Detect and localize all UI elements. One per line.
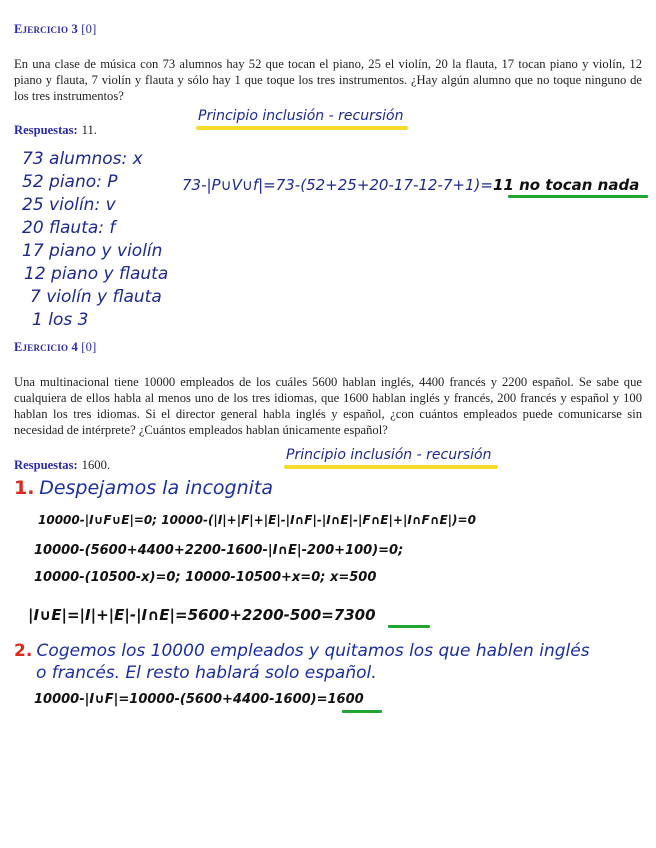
equation-4-text: |I∪E|=|I|+|E|-|I∩E|=5600+2200-500= — [28, 606, 334, 624]
result-underline — [342, 710, 382, 713]
step-1-heading — [14, 477, 273, 500]
step-2-line-1: Cogemos los 10000 empleados y quitamos los que hablen inglés — [36, 641, 590, 661]
exercise-3-note: Principio inclusión - recursión — [198, 108, 404, 124]
data-line: 20 flauta: f — [22, 218, 116, 238]
formula-text: 73-|P∪V∪f|=73-(52+25+20-17-12-7+1)= — [182, 176, 493, 194]
answer-value: 11. — [81, 123, 97, 137]
exercise-4-note: Principio inclusión - recursión — [286, 447, 492, 463]
result-underline — [508, 195, 648, 198]
exercise-3-title — [14, 22, 96, 37]
exercise-4-count: [0] — [81, 340, 97, 354]
step-1-number: 1. — [14, 477, 35, 499]
exercise-3-statement: En una clase de música con 73 alumnos hay 52 que tocan el piano, 25 el violín, 20 la flauta, 17 tocan piano y violín, 12 piano y flauta, 7 violín y flauta y sólo hay 1 que toque los tres instrumentos. ¿Hay algún alumno que no toque ninguno de los tres instrumentos? — [14, 57, 642, 103]
data-line: 1 los 3 — [32, 310, 89, 330]
formula-result: 11 no tocan nada — [492, 176, 640, 194]
answer-label: Respuestas: — [14, 458, 78, 472]
data-line: 52 piano: P — [22, 172, 118, 192]
equation-4 — [28, 606, 376, 624]
note-highlight — [284, 465, 498, 469]
exercise-4-title — [14, 340, 96, 355]
exercise-3-title-text: Ejercicio 3 — [14, 22, 78, 36]
data-line: 7 violín y flauta — [30, 287, 162, 307]
exercise-3-formula — [182, 176, 639, 194]
exercise-4-statement: Una multinacional tiene 10000 empleados de los cuáles 5600 hablan inglés, 4400 francés y 2200 español. Se sabe que cualquiera de ellos habla al menos uno de los tres idiomas, que 1600 hablan inglés y francés, 200 francés y español y 100 hablan los tres idiomas. Si el director general habla inglés y español, ¿con cuántos empleados puede comunicarse sin necesidad de intérprete? ¿Cuántos empleados hablan únicamente español? — [14, 375, 642, 437]
data-line: 17 piano y violín — [22, 241, 163, 261]
result-underline — [388, 625, 430, 628]
equation-3: 10000-(10500-x)=0; 10000-10500+x=0; x=500 — [34, 570, 377, 585]
step-2-heading — [14, 640, 590, 684]
equation-1: 10000-|I∪F∪E|=0; 10000-(|I|+|F|+|E|-|I∩F|-|I∩E|-|F∩E|+|I∩F∩E|)=0 — [38, 513, 476, 527]
answer-label: Respuestas: — [14, 123, 78, 137]
data-line: 12 piano y flauta — [24, 264, 169, 284]
equation-5-text: 10000-|I∪F|=10000-(5600+4400-1600)= — [34, 692, 328, 707]
data-line: 25 violín: v — [22, 195, 116, 215]
exercise-4-title-text: Ejercicio 4 — [14, 340, 78, 354]
data-line: 73 alumnos: x — [22, 149, 143, 169]
step-2-number: 2. — [14, 641, 33, 661]
equation-4-result: 7300 — [333, 606, 376, 624]
equation-5 — [34, 692, 364, 707]
exercise-4-answer — [14, 456, 110, 474]
step-2-line-2: o francés. El resto hablará solo español. — [36, 663, 377, 683]
equation-5-result: 1600 — [327, 692, 364, 707]
exercise-3-count: [0] — [81, 22, 97, 36]
step-1-title: Despejamos la incognita — [39, 477, 273, 499]
exercise-3-answer — [14, 121, 97, 139]
equation-2: 10000-(5600+4400+2200-1600-|I∩E|-200+100)=0; — [34, 543, 404, 558]
exercise-3-data-list — [22, 148, 168, 332]
note-highlight — [196, 126, 408, 130]
answer-value: 1600. — [81, 458, 111, 472]
